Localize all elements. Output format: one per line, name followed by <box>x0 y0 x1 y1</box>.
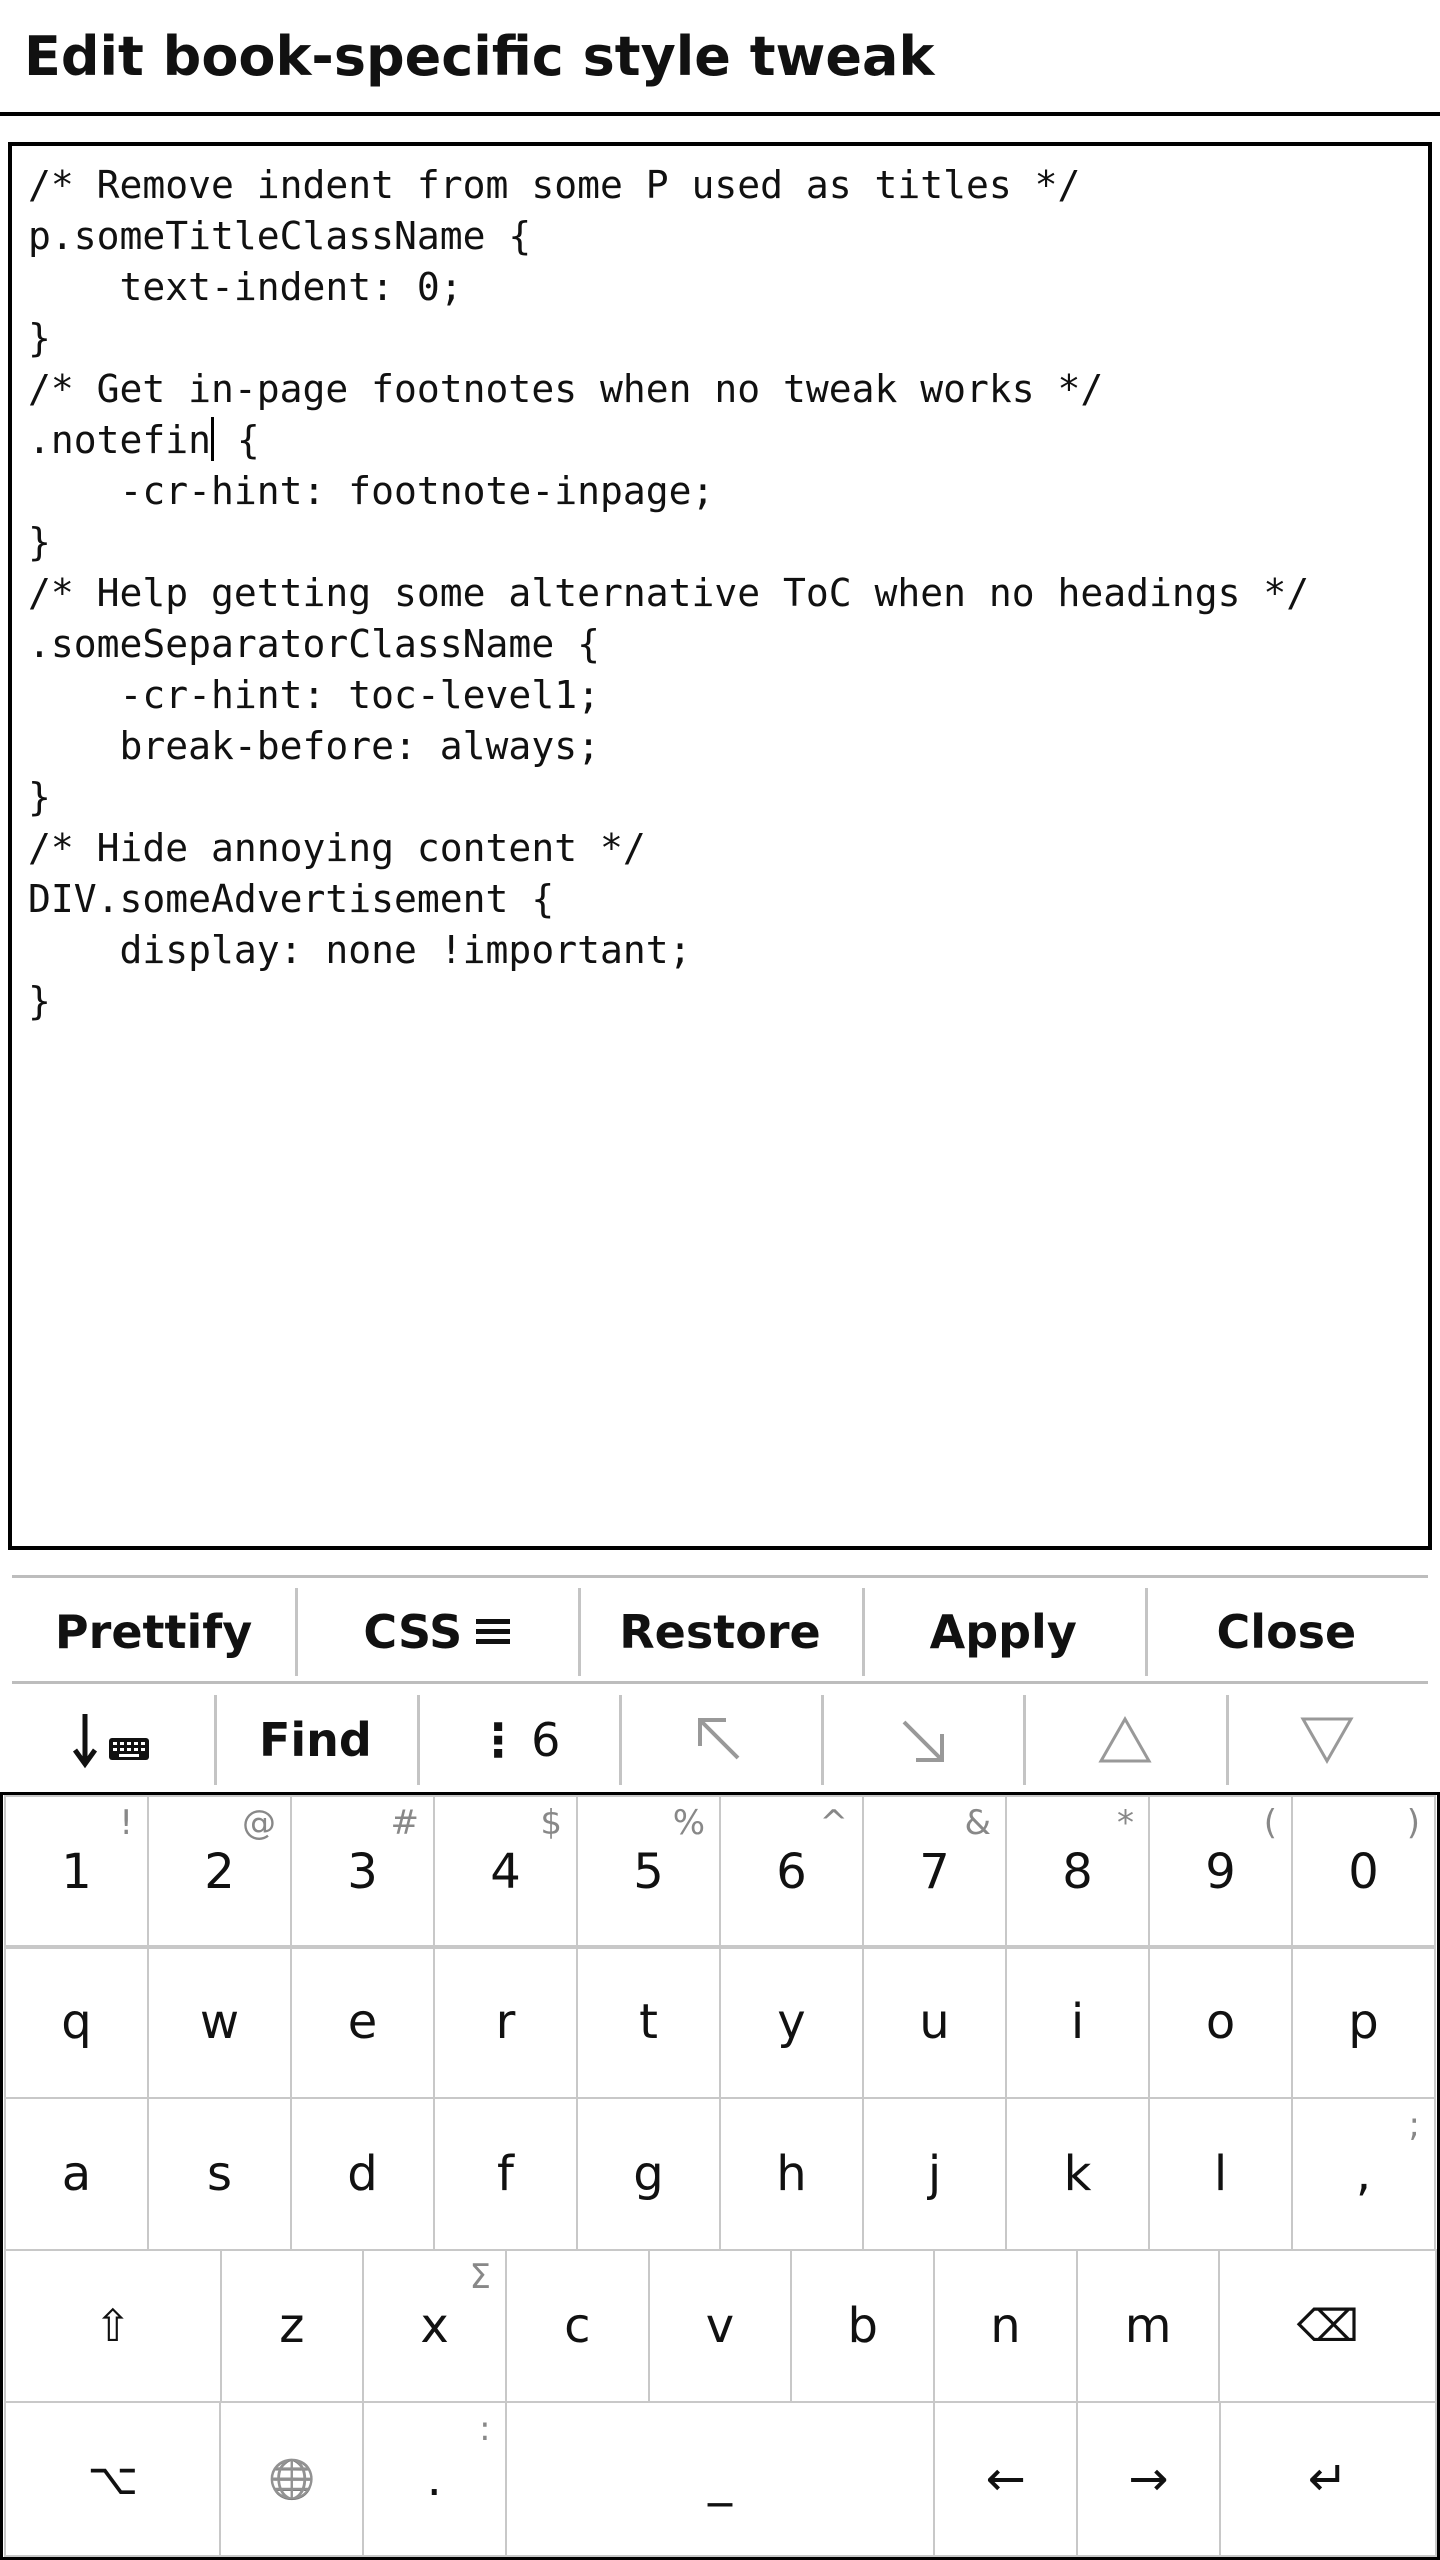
code-line: /* Help getting some alternative ToC when no headings */ <box>28 571 1310 615</box>
key-4[interactable] <box>433 1795 578 1949</box>
key-label: _ <box>708 2451 732 2507</box>
key-g[interactable] <box>576 2097 721 2251</box>
backspace-key[interactable] <box>1218 2249 1437 2403</box>
key-label: c <box>564 2298 591 2354</box>
key-label: n <box>990 2298 1021 2354</box>
key-label: y <box>777 1994 806 2050</box>
key-alt-label: Σ <box>469 2257 491 2297</box>
code-line: .someSeparatorClassName { <box>28 622 600 666</box>
key-u[interactable] <box>862 1945 1007 2099</box>
go-bottom-icon <box>894 1712 950 1768</box>
virtual-keyboard <box>0 1792 1440 2560</box>
period-key[interactable] <box>362 2401 507 2557</box>
key-label: k <box>1063 2146 1092 2202</box>
key-label: ↵ <box>1307 2451 1348 2507</box>
key-s[interactable] <box>147 2097 292 2251</box>
key-8[interactable] <box>1005 1795 1150 1949</box>
key-label: q <box>61 1994 92 2050</box>
key-alt-label: & <box>964 1803 991 1843</box>
key-label: 🌐 <box>268 2456 316 2501</box>
key-3[interactable] <box>290 1795 435 1949</box>
find-button[interactable] <box>214 1687 416 1793</box>
code-line: /* Hide annoying content */ <box>28 826 646 870</box>
key-label: r <box>495 1994 516 2050</box>
key-label: t <box>639 1994 658 2050</box>
key-label: 9 <box>1205 1844 1236 1900</box>
key-label: , <box>1355 2146 1372 2202</box>
css-label: CSS <box>363 1605 463 1659</box>
code-line: .notefin { <box>28 418 260 462</box>
key-label: o <box>1205 1994 1236 2050</box>
key-r[interactable] <box>433 1945 578 2099</box>
key-i[interactable] <box>1005 1945 1150 2099</box>
line-count-value: 6 <box>531 1713 561 1767</box>
key-z[interactable] <box>220 2249 365 2403</box>
key-h[interactable] <box>719 2097 864 2251</box>
prev-match-button[interactable] <box>1023 1687 1225 1793</box>
key-label: ← <box>985 2451 1026 2507</box>
key-label: e <box>347 1994 378 2050</box>
key-t[interactable] <box>576 1945 721 2099</box>
key-comma[interactable] <box>1291 2097 1436 2251</box>
editor-text[interactable] <box>28 160 1309 1027</box>
key-label: 7 <box>919 1844 950 1900</box>
key-alt-label: ! <box>119 1803 133 1843</box>
code-line: } <box>28 520 51 564</box>
key-label: u <box>919 1994 950 2050</box>
code-line: /* Remove indent from some P used as titles */ <box>28 163 1081 207</box>
key-label: → <box>1128 2451 1169 2507</box>
key-c[interactable] <box>505 2249 650 2403</box>
key-label: h <box>776 2146 807 2202</box>
key-l[interactable] <box>1148 2097 1293 2251</box>
key-9[interactable] <box>1148 1795 1293 1949</box>
go-top-button[interactable] <box>619 1687 821 1793</box>
key-label: 8 <box>1062 1844 1093 1900</box>
code-line: text-indent: 0; <box>28 265 463 309</box>
key-k[interactable] <box>1005 2097 1150 2251</box>
key-5[interactable] <box>576 1795 721 1949</box>
key-label: ⌫ <box>1296 2300 1359 2352</box>
keyboard-down-icon <box>71 1710 155 1770</box>
go-top-icon <box>692 1712 748 1768</box>
key-alt-label: * <box>1117 1803 1134 1843</box>
tool-bar <box>12 1687 1428 1793</box>
key-a[interactable] <box>4 2097 149 2251</box>
key-y[interactable] <box>719 1945 864 2099</box>
code-line: DIV.someAdvertisement { <box>28 877 555 921</box>
tool-bar-top-divider <box>12 1681 1428 1684</box>
enter-key[interactable] <box>1219 2401 1437 2557</box>
key-alt-label: ) <box>1406 1803 1420 1843</box>
key-j[interactable] <box>862 2097 1007 2251</box>
key-label: a <box>61 2146 92 2202</box>
key-label: g <box>633 2146 664 2202</box>
key-label: 2 <box>204 1844 235 1900</box>
key-label: j <box>927 2146 942 2202</box>
key-b[interactable] <box>790 2249 935 2403</box>
key-label: 0 <box>1348 1844 1379 1900</box>
find-label: Find <box>258 1713 372 1767</box>
keyboard-row-asdf <box>6 2099 1437 2251</box>
key-p[interactable] <box>1291 1945 1436 2099</box>
key-q[interactable] <box>4 1945 149 2099</box>
key-d[interactable] <box>290 2097 435 2251</box>
key-label: f <box>497 2146 514 2202</box>
key-6[interactable] <box>719 1795 864 1949</box>
restore-label: Restore <box>619 1605 821 1659</box>
keyboard-row-qwerty <box>6 1947 1437 2099</box>
key-label: ⌥ <box>87 2453 139 2505</box>
key-7[interactable] <box>862 1795 1007 1949</box>
code-line: } <box>28 775 51 819</box>
code-line: /* Get in-page footnotes when no tweak works */ <box>28 367 1104 411</box>
key-label: ⇧ <box>94 2300 132 2352</box>
apply-label: Apply <box>929 1605 1077 1659</box>
right-arrow-key[interactable] <box>1076 2401 1221 2557</box>
key-v[interactable] <box>648 2249 793 2403</box>
code-line: } <box>28 979 51 1023</box>
close-button[interactable] <box>1145 1580 1428 1684</box>
key-m[interactable] <box>1076 2249 1221 2403</box>
go-bottom-button[interactable] <box>821 1687 1023 1793</box>
key-0[interactable] <box>1291 1795 1436 1949</box>
key-label: v <box>705 2298 735 2354</box>
key-label: 5 <box>633 1844 664 1900</box>
action-bar <box>12 1580 1428 1684</box>
code-line: } <box>28 316 51 360</box>
key-label: 3 <box>347 1844 378 1900</box>
key-alt-label: : <box>479 2409 491 2449</box>
key-alt-label: @ <box>242 1803 276 1843</box>
key-label: w <box>199 1994 240 2050</box>
key-label: i <box>1070 1994 1085 2050</box>
next-match-button[interactable] <box>1226 1687 1428 1793</box>
key-alt-label: ( <box>1263 1803 1277 1843</box>
apply-button[interactable] <box>862 1580 1145 1684</box>
css-editor[interactable] <box>8 142 1432 1550</box>
key-label: d <box>347 2146 378 2202</box>
prev-match-icon <box>1097 1715 1153 1765</box>
key-label: 6 <box>776 1844 807 1900</box>
option-key[interactable] <box>4 2401 221 2557</box>
keyboard-row-numbers <box>6 1797 1437 1949</box>
key-label: z <box>279 2298 305 2354</box>
close-label: Close <box>1216 1605 1357 1659</box>
next-match-icon <box>1299 1715 1355 1765</box>
key-f[interactable] <box>433 2097 578 2251</box>
code-line: break-before: always; <box>28 724 600 768</box>
title-divider <box>0 112 1440 116</box>
hide-keyboard-button[interactable] <box>12 1687 214 1793</box>
key-label: p <box>1348 1994 1379 2050</box>
keyboard-row-bottom <box>6 2403 1437 2557</box>
prettify-button[interactable] <box>12 1580 295 1684</box>
action-bar-top-divider <box>12 1575 1428 1578</box>
key-alt-label: $ <box>540 1803 562 1843</box>
code-line: -cr-hint: footnote-inpage; <box>28 469 715 513</box>
key-label: 1 <box>61 1844 92 1900</box>
key-e[interactable] <box>290 1945 435 2099</box>
key-alt-label: ^ <box>819 1803 848 1843</box>
key-x[interactable] <box>362 2249 507 2403</box>
shift-key[interactable] <box>4 2249 222 2403</box>
key-w[interactable] <box>147 1945 292 2099</box>
code-line: -cr-hint: toc-level1; <box>28 673 600 717</box>
vertical-dots-icon: ⋮ <box>475 1713 522 1767</box>
key-2[interactable] <box>147 1795 292 1949</box>
menu-icon <box>476 1619 510 1645</box>
code-line: display: none !important; <box>28 928 692 972</box>
dialog-title: Edit book-specific style tweak <box>24 25 935 88</box>
key-label: s <box>206 2146 232 2202</box>
key-o[interactable] <box>1148 1945 1293 2099</box>
key-label: . <box>426 2451 442 2507</box>
restore-button[interactable] <box>578 1580 861 1684</box>
key-alt-label: % <box>672 1803 705 1843</box>
key-label: l <box>1213 2146 1228 2202</box>
key-alt-label: ; <box>1408 2105 1420 2145</box>
keyboard-row-zxcv <box>6 2251 1437 2403</box>
key-1[interactable] <box>4 1795 149 1949</box>
left-arrow-key[interactable] <box>933 2401 1078 2557</box>
key-label: x <box>420 2298 449 2354</box>
key-n[interactable] <box>933 2249 1078 2403</box>
space-key[interactable] <box>505 2401 936 2557</box>
prettify-label: Prettify <box>54 1605 253 1659</box>
key-label: m <box>1124 2298 1172 2354</box>
key-label: 4 <box>490 1844 521 1900</box>
key-label: b <box>847 2298 878 2354</box>
key-alt-label: # <box>390 1803 419 1843</box>
line-count-button[interactable] <box>417 1687 619 1793</box>
css-menu-button[interactable] <box>295 1580 578 1684</box>
code-line: p.someTitleClassName { <box>28 214 532 258</box>
globe-key[interactable] <box>219 2401 364 2557</box>
